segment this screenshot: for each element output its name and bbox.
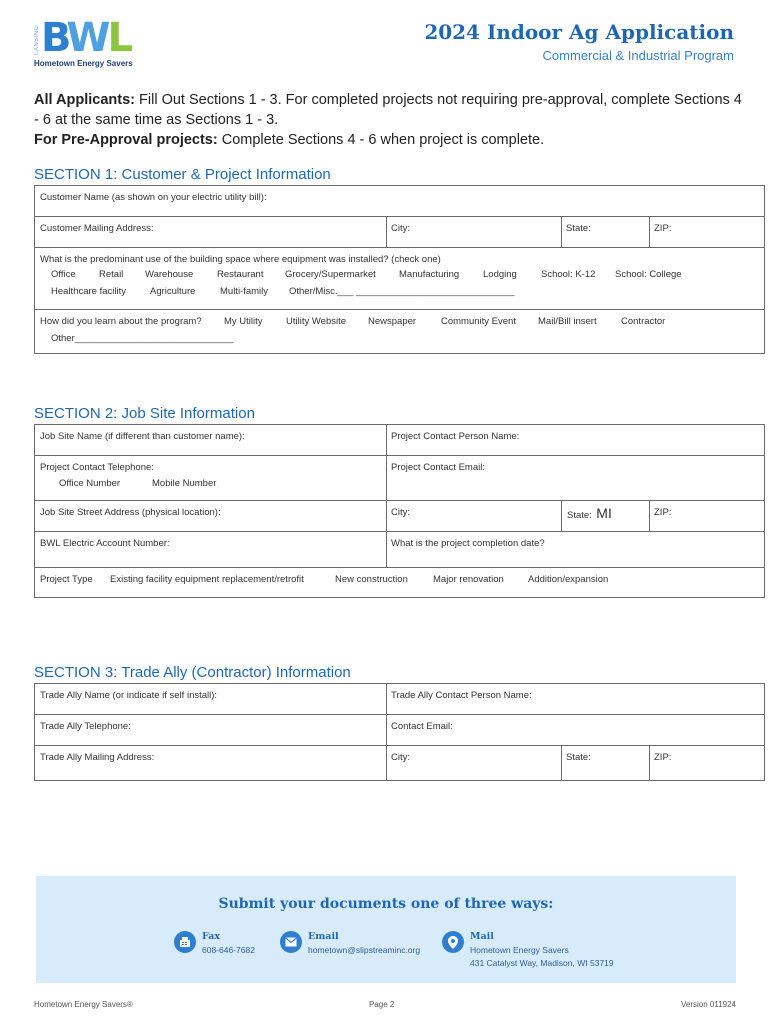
- use-option-manufacturing[interactable]: Manufacturing: [399, 269, 460, 280]
- job-site-zip-field[interactable]: ZIP:: [649, 501, 764, 531]
- use-option-school-college[interactable]: School: College: [615, 269, 682, 280]
- source-option-newspaper[interactable]: Newspaper: [368, 316, 417, 327]
- phone-option-office[interactable]: Office Number: [59, 478, 121, 489]
- email-label: Email: [308, 931, 339, 942]
- building-use-group: What is the predominant use of the building space where equipment was installed? (check one) Office Retail Warehouse Restaurant Grocery/Supermarket Manufacturing Lodging School: K-12 School: College Healthcare facility Agriculture Multi-family Other/Misc.___ ______________________________: [35, 248, 764, 310]
- customer-zip-field[interactable]: ZIP:: [649, 217, 764, 247]
- customer-name-field[interactable]: Customer Name (as shown on your electric utility bill):: [35, 186, 764, 217]
- completion-date-field[interactable]: What is the project completion date?: [386, 532, 764, 567]
- project-contact-name-field[interactable]: Project Contact Person Name:: [386, 425, 764, 455]
- use-option-other[interactable]: Other/Misc.___ ______________________________: [289, 286, 515, 297]
- mail-label: Mail: [470, 931, 494, 942]
- page-subtitle: Commercial & Industrial Program: [542, 48, 734, 63]
- trade-ally-phone-field[interactable]: Trade Ally Telephone:: [40, 721, 131, 732]
- use-option-agriculture[interactable]: Agriculture: [150, 286, 196, 297]
- fax-icon: [174, 931, 196, 953]
- page-title: 2024 Indoor Ag Application: [424, 20, 734, 44]
- section-1-form: [34, 185, 765, 354]
- submit-title: Submit your documents one of three ways:: [218, 896, 554, 912]
- source-option-mail-bill[interactable]: Mail/Bill insert: [538, 316, 597, 327]
- mail-address: Hometown Energy Savers 431 Catalyst Way, Madison, WI 53719: [470, 945, 614, 968]
- source-option-community-event[interactable]: Community Event: [441, 316, 516, 327]
- job-site-address-field[interactable]: Job Site Street Address (physical location):: [40, 507, 221, 518]
- section-2-title: SECTION 2: Job Site Information: [34, 405, 255, 422]
- section-1-title: SECTION 1: Customer & Project Information: [34, 166, 331, 183]
- use-option-school-k12[interactable]: School: K-12: [541, 269, 596, 280]
- footer-brand: Hometown Energy Savers®: [34, 1000, 133, 1009]
- trade-ally-contact-field[interactable]: Trade Ally Contact Person Name:: [386, 684, 764, 714]
- use-option-multifamily[interactable]: Multi-family: [220, 286, 269, 297]
- source-option-utility-website[interactable]: Utility Website: [286, 316, 347, 327]
- submit-methods-box: [36, 876, 736, 983]
- job-site-name-field[interactable]: Job Site Name (if different than customer name):: [40, 431, 245, 442]
- customer-mailing-address-field[interactable]: Customer Mailing Address:: [40, 223, 154, 234]
- project-type-major-renovation[interactable]: Major renovation: [433, 574, 504, 585]
- logo-side-text: LANSING: [34, 25, 40, 55]
- state-value: MI: [596, 505, 612, 521]
- section-2-form: [34, 424, 765, 598]
- use-option-restaurant[interactable]: Restaurant: [217, 269, 264, 280]
- project-contact-email-field[interactable]: Project Contact Email:: [386, 456, 764, 500]
- trade-ally-email-field[interactable]: Contact Email:: [386, 715, 764, 745]
- project-contact-phone-field[interactable]: Project Contact Telephone: Office Number Mobile Number: [40, 462, 217, 489]
- use-option-office[interactable]: Office: [51, 269, 76, 280]
- logo-tagline: Hometown Energy Savers: [34, 59, 133, 68]
- trade-ally-city-field[interactable]: City:: [386, 746, 561, 780]
- fax-label: Fax: [202, 931, 221, 942]
- page-number: Page 2: [369, 1000, 395, 1009]
- use-option-retail[interactable]: Retail: [99, 269, 124, 280]
- customer-state-field[interactable]: State:: [561, 217, 649, 247]
- project-type-new-construction[interactable]: New construction: [335, 574, 408, 585]
- project-type-addition[interactable]: Addition/expansion: [528, 574, 609, 585]
- envelope-icon: [280, 931, 302, 953]
- bwl-logo: [34, 15, 146, 72]
- phone-option-mobile[interactable]: Mobile Number: [152, 478, 217, 489]
- use-option-healthcare[interactable]: Healthcare facility: [51, 286, 126, 297]
- source-option-my-utility[interactable]: My Utility: [224, 316, 263, 327]
- program-source-group: How did you learn about the program? My Utility Utility Website Newspaper Community Event Mail/Bill insert Contractor Other______________________________: [40, 316, 666, 344]
- source-option-other[interactable]: Other______________________________: [51, 333, 234, 344]
- use-option-grocery[interactable]: Grocery/Supermarket: [285, 269, 376, 280]
- trade-ally-zip-field[interactable]: ZIP:: [649, 746, 764, 780]
- customer-city-field[interactable]: City:: [386, 217, 561, 247]
- trade-ally-name-field[interactable]: Trade Ally Name (or indicate if self install):: [40, 690, 218, 701]
- instructions: All Applicants: Fill Out Sections 1 - 3. For completed projects not requiring pre-approval, complete Sections 4 - 6 at the same time as Sections 1 - 3. For Pre-Approval projects: Complete Sections 4 - 6 when project is complete.: [34, 92, 742, 148]
- logo-letters: BWL: [41, 15, 130, 61]
- version-label: Version 011924: [680, 1000, 736, 1009]
- project-type-group: Project Type Existing facility equipment replacement/retrofit New construction Major renovation Addition/expansion: [40, 574, 609, 585]
- bwl-account-number-field[interactable]: BWL Electric Account Number:: [40, 538, 170, 549]
- use-option-warehouse[interactable]: Warehouse: [145, 269, 194, 280]
- job-site-state-field[interactable]: State: MI: [561, 501, 649, 531]
- trade-ally-state-field[interactable]: State:: [561, 746, 649, 780]
- section-3-form: [34, 683, 765, 781]
- email-address[interactable]: hometown@slipstreaminc.org: [308, 945, 421, 955]
- source-option-contractor[interactable]: Contractor: [621, 316, 666, 327]
- use-option-lodging[interactable]: Lodging: [483, 269, 517, 280]
- fax-number: 608-646-7682: [202, 945, 255, 955]
- job-site-city-field[interactable]: City:: [386, 501, 561, 531]
- project-type-retrofit[interactable]: Existing facility equipment replacement/retrofit: [110, 574, 304, 585]
- trade-ally-address-field[interactable]: Trade Ally Mailing Address:: [40, 752, 155, 763]
- location-pin-icon: [442, 931, 464, 953]
- section-3-title: SECTION 3: Trade Ally (Contractor) Information: [34, 664, 351, 681]
